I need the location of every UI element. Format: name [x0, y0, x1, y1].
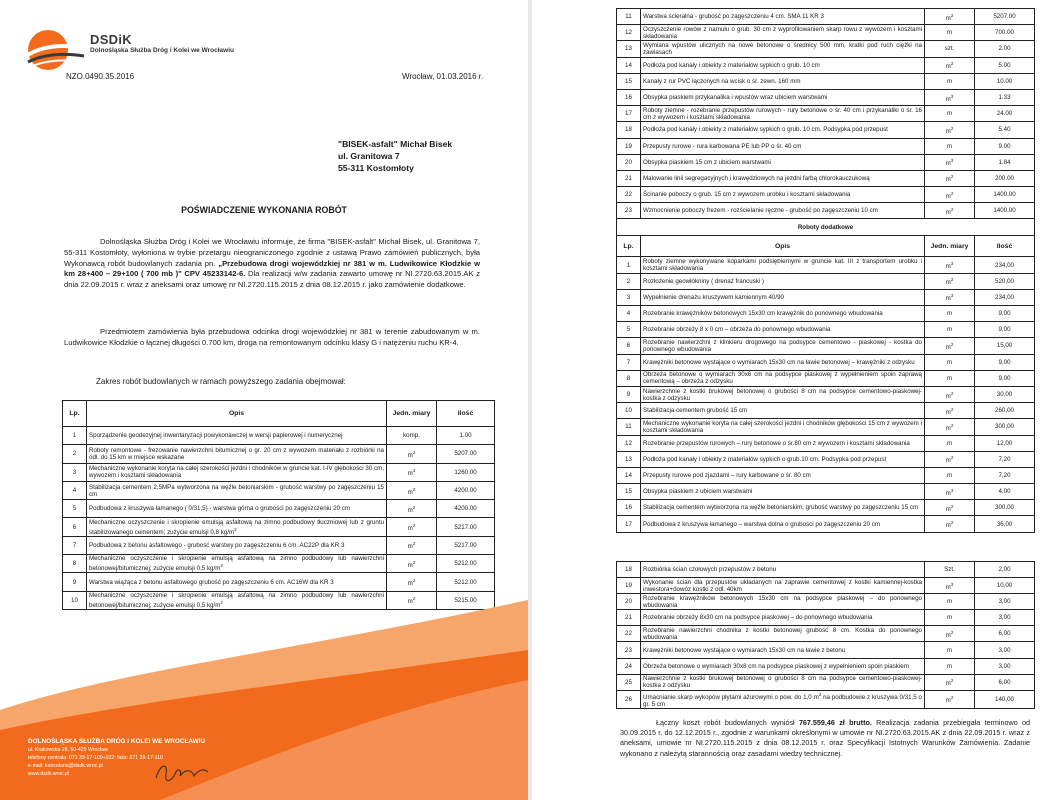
row-unit: komp. — [387, 427, 437, 445]
reference-number: NZO.0490.35.2016 — [66, 72, 135, 81]
row-number: 22 — [617, 187, 641, 203]
row-unit: $m^2$ — [925, 187, 975, 203]
row-unit: $m^2$ — [925, 690, 975, 708]
row-description: Warstwa ścieralna - grubość po zagęszczeniu 4 cm. SMA 11 KR 3 — [641, 9, 925, 25]
row-number: 20 — [617, 594, 641, 610]
row-unit: $m^2$ — [925, 338, 975, 354]
row-unit: $m^2$ — [925, 451, 975, 467]
row-description: Podbudowa z kruszywa łamanego ( 0/31,5) - warstwa górna o grubości po zagęszczeniu 20 cm — [87, 500, 387, 518]
paragraph-text: Dla realizacji w/w zadania zawarto umowę nr NI.2720.63.2015.AK z dnia 22.09.2015 r. wraz z aneksami oraz umowę nr NI.2720.115.2015 z dnia 08.12.2015 r. jako zamówienie dodatkowe. — [64, 269, 480, 290]
row-quantity: 9,00 — [975, 306, 1035, 322]
table-row — [617, 562, 1035, 578]
row-number: 17 — [617, 106, 641, 122]
addressee-block — [338, 138, 452, 174]
row-number: 9 — [617, 386, 641, 402]
table-row — [617, 610, 1035, 626]
row-unit: $m^2$ — [925, 674, 975, 690]
row-number: 17 — [617, 516, 641, 532]
row-unit: $m^3$ — [925, 578, 975, 594]
row-number: 2 — [63, 445, 87, 463]
row-unit: $m^2$ — [925, 170, 975, 186]
row-number: 20 — [617, 154, 641, 170]
row-quantity: 1.33 — [975, 89, 1035, 105]
row-description: Wymiana wpustów ulicznych na nowe betonowe o średnicy 500 mm, kratki pod ruch ciężki na zawiasach — [641, 41, 925, 57]
summary-text: Realizacja zadania przebiegała terminowo od 30.09.2015 r. do 12.12.2015 r., zgodnie z warunkami określonymi w umowie nr NI.2720.63.2015.AK z dnia 22.09.2015 r. wraz z aneksami, umowie nr NI.2720.115.2015 z dnia 08.12.2015 r. oraz Specyfikacji Istotnych Warunków Zamówienia. Zadanie wykonano z należytą starannością oraz zasadami wiedzy technicznej. — [620, 718, 1030, 758]
row-description: Rozbiórka ścian czołowych przepustów z betonu — [641, 562, 925, 578]
table-row — [617, 435, 1035, 451]
row-number: 11 — [617, 419, 641, 435]
table-row — [617, 658, 1035, 674]
row-number: 18 — [617, 562, 641, 578]
row-quantity: 1400.00 — [975, 203, 1035, 219]
row-quantity: 5.00 — [975, 57, 1035, 73]
table-row — [617, 338, 1035, 354]
row-unit: $m^2$ — [925, 57, 975, 73]
row-number: 19 — [617, 578, 641, 594]
row-number: 22 — [617, 626, 641, 642]
row-quantity: 7,20 — [975, 467, 1035, 483]
row-quantity: 9,00 — [975, 354, 1035, 370]
row-number: 6 — [617, 338, 641, 354]
row-description: Rozebranie krawężników betonowych 15x30 cm na podsypce piaskowej – do ponownego wbudowania — [641, 594, 925, 610]
header-opis: Opis — [87, 401, 387, 427]
paragraph-works-intro: Zakres robót budowlanych w ramach powyższego zadania obejmował: — [96, 377, 346, 386]
paragraph-intro — [64, 237, 480, 291]
paragraph-text: Dolnośląska Służba Dróg i Kolei we Wrocławiu informuje, że firma "BISEK-asfalt" Michał Bisek, ul. Granitowa 7, 55-311 Kostomłoty, wyłoniona w trybie przetargu nieograniczonego zgodnie z ustawą Prawo zamówień publicznych, była Wykonawcą robót budowlanych zadania pn. — [64, 237, 480, 268]
row-number: 23 — [617, 642, 641, 658]
row-number: 14 — [617, 467, 641, 483]
table-row — [63, 536, 495, 554]
dsdik-logo-icon — [22, 26, 86, 74]
row-description: Rozebranie przepustów rurowych – rury betonowe o śr.80 cm z wywozem i kosztami składowania — [641, 435, 925, 451]
row-number: 9 — [63, 573, 87, 591]
table-row — [617, 289, 1035, 305]
table-row — [617, 273, 1035, 289]
row-unit: m — [925, 435, 975, 451]
table-row — [617, 25, 1035, 41]
row-description: Podłoża pod kanały i obiekty z materiałów sypkich o grub. 10 cm — [641, 57, 925, 73]
table-row — [617, 9, 1035, 25]
table-row — [617, 674, 1035, 690]
row-number: 1 — [63, 427, 87, 445]
row-quantity: 7,20 — [975, 451, 1035, 467]
row-unit: $m^3$ — [925, 154, 975, 170]
row-description: Podbudowa z betonu asfaltowego - grubość warstwy po zagęszczeniu 6 cm. AC22P dla KR 3 — [87, 536, 387, 554]
row-number: 23 — [617, 203, 641, 219]
row-quantity: 1.84 — [975, 154, 1035, 170]
header-lp: Lp. — [617, 236, 641, 257]
table-row — [63, 445, 495, 463]
row-quantity: 5217.00 — [437, 518, 495, 536]
row-description: Umacnianie skarp wykopów płytami ażurowymi o pow. do 1,0 $m^2$ na podbudowie z kruszywa 0/31,5 o gr. 5 cm — [641, 690, 925, 708]
row-unit: m — [925, 138, 975, 154]
row-unit: $m^2$ — [925, 419, 975, 435]
row-description: Roboty ziemne wykonywane koparkami podsiębiernymi w gruncie kat. III z transportem urobku i kosztami składowania — [641, 257, 925, 273]
table-row — [63, 500, 495, 518]
table-row — [617, 73, 1035, 89]
row-quantity: 5212.00 — [437, 555, 495, 573]
row-description: Rozebranie obrzeży 8x30 cm na podsypce piaskowej – do ponownego wbudowania — [641, 610, 925, 626]
row-unit: $m^3$ — [925, 89, 975, 105]
paragraph-scope: Przedmiotem zamówienia była przebudowa odcinka drogi wojewódzkiej nr 381 w terenie zabudowanym w m. Ludwikowice Kłodzkie o łącznej długości 0.700 km, droga na remontowanym odcinku klasy G i natężeniu ruchu KR-4. — [64, 327, 480, 347]
row-unit: Szt. — [925, 562, 975, 578]
row-description: Obrzeża betonowe o wymiarach 30x8 cm na podsypce piaskowej z wypełnieniem spoin piaskiem — [641, 658, 925, 674]
row-description: Przepusty rurowe pod zjazdami – rury karbowane o śr. 80 cm — [641, 467, 925, 483]
row-unit: $m^2$ — [925, 516, 975, 532]
row-number: 8 — [617, 370, 641, 386]
table-row — [617, 170, 1035, 186]
row-quantity: 1.00 — [437, 427, 495, 445]
row-unit: m — [925, 467, 975, 483]
row-quantity: 2.00 — [975, 41, 1035, 57]
row-unit: szt. — [925, 41, 975, 57]
row-unit: m — [925, 354, 975, 370]
table-row — [617, 500, 1035, 516]
addressee-line: "BISEK-asfalt" Michał Bisek — [338, 139, 453, 149]
summary-paragraph — [620, 718, 1030, 759]
table-row — [617, 578, 1035, 594]
table-row — [63, 427, 495, 445]
row-description: Stabilizacja cementem wytworzona na węźle betoniarskim, grubość warstwy po zagęszczeniu 15 cm — [641, 500, 925, 516]
row-unit: m — [925, 306, 975, 322]
table-row — [617, 203, 1035, 219]
row-description: Rozebranie nawierzchni z klinkieru drogowego na podsypce cementowo - piaskowej - kostka do ponownego wbudowania — [641, 338, 925, 354]
row-quantity: 10,00 — [975, 578, 1035, 594]
addressee-line: 55-311 Kostomłoty — [338, 163, 414, 173]
row-quantity: 3,00 — [975, 594, 1035, 610]
row-description: Mechaniczne wykonanie koryta na całej szerokości jezdni i chodników głębokości 15 cm z wywozem i kosztami składowania — [641, 419, 925, 435]
row-quantity: 10.00 — [975, 73, 1035, 89]
row-quantity: 6,00 — [975, 626, 1035, 642]
row-number: 14 — [617, 57, 641, 73]
row-unit: $m^2$ — [925, 500, 975, 516]
row-number: 24 — [617, 658, 641, 674]
row-unit: $m^2$ — [387, 445, 437, 463]
footer-phones: telefony centrala: 071 39-17-100÷102; faks: 071 39-17-110 — [28, 755, 163, 761]
row-quantity: 3,00 — [975, 642, 1035, 658]
total-amount: 767.559,46 zł brutto. — [798, 718, 872, 727]
extra-works-table-continued — [616, 561, 1035, 709]
row-quantity: 200.00 — [975, 170, 1035, 186]
footer-website: www.dsdk.wroc.pl — [28, 771, 70, 777]
row-quantity: 1260.00 — [437, 463, 495, 481]
row-description: Rozebranie obrzeży 8 x 0 cm – obrzeża do ponownego wbudowania — [641, 322, 925, 338]
row-quantity: 15,00 — [975, 338, 1035, 354]
row-unit: m — [925, 658, 975, 674]
row-description: Podłoża pod kanały i obiekty z materiałów sypkich o grub. 10 cm. Podsypka pod przepust — [641, 122, 925, 138]
row-number: 15 — [617, 484, 641, 500]
row-number: 4 — [63, 481, 87, 499]
row-number: 15 — [617, 73, 641, 89]
row-quantity: 700.00 — [975, 25, 1035, 41]
header-unit: Jedn. miary — [925, 236, 975, 257]
row-description: Krawężniki betonowe wystające o wymiarach 15x30 cm na ławie betonowej – krawężniki z odzysku — [641, 354, 925, 370]
row-quantity: 5.40 — [975, 122, 1035, 138]
table-row — [617, 642, 1035, 658]
works-table-continued — [616, 8, 1035, 533]
row-unit: m — [925, 73, 975, 89]
org-subtitle: Dolnośląska Służba Dróg i Kolei we Wrocławiu — [90, 47, 234, 54]
table-row — [617, 594, 1035, 610]
row-description: Krawężniki betonowe wystające o wymiarach 15x30 cm na ławie z betonu — [641, 642, 925, 658]
row-unit: m — [925, 642, 975, 658]
row-quantity: 5207.00 — [437, 445, 495, 463]
row-unit: $m^3$ — [387, 463, 437, 481]
row-number: 8 — [63, 555, 87, 573]
table-row — [63, 481, 495, 499]
footer-email: e-mail: kancelaria@dsdk.wroc.pl — [28, 763, 103, 769]
row-number: 12 — [617, 435, 641, 451]
row-quantity: 9,00 — [975, 322, 1035, 338]
header-lp: Lp. — [63, 401, 87, 427]
row-number: 16 — [617, 89, 641, 105]
row-quantity: 300,00 — [975, 500, 1035, 516]
row-unit: m — [925, 610, 975, 626]
header-unit: Jedn. miary — [387, 401, 437, 427]
table-row — [617, 322, 1035, 338]
document-page-2 — [532, 0, 1060, 800]
row-description: Przepusty rurowe - rura karbowana PE lub PP o śr. 40 cm — [641, 138, 925, 154]
footer-address: ul. Krakowska 28, 50-425 Wrocław — [28, 747, 108, 753]
row-unit: $m^2$ — [925, 403, 975, 419]
table-row — [617, 257, 1035, 273]
row-number: 4 — [617, 306, 641, 322]
row-number: 13 — [617, 451, 641, 467]
row-description: Stabilizacja cementem 2,5MPa wytworzona na węźle betoniarskim - grubość warstwy po zagęszczeniu 15 cm — [87, 481, 387, 499]
row-description: Wykonanie ścian dla przepustów układanych na zaprawie cementowej z kostki kamiennej-kostka inwestora+dowóz kostki z odl. 40km — [641, 578, 925, 594]
table-row — [617, 403, 1035, 419]
row-unit: $m^3$ — [925, 484, 975, 500]
row-description: Malowanie linii segregacyjnych i krawędziowych na jezdni farbą chlorokauczukową — [641, 170, 925, 186]
row-description: Wzmocnienie poboczy frezem - rozścielanie ręczne - grubość po zagęszczeniu 10 cm — [641, 203, 925, 219]
table-row — [617, 370, 1035, 386]
table-row — [63, 463, 495, 481]
table-header-row — [63, 401, 495, 427]
row-number: 5 — [617, 322, 641, 338]
header-opis: Opis — [641, 236, 925, 257]
row-description: Roboty remontowe - frezowanie nawierzchni bitumicznej o gr. 20 cm z wywozem materiału z rozbiórki na odl. do 15 km w miejsce wskazane — [87, 445, 387, 463]
row-unit: $m^2$ — [387, 500, 437, 518]
row-quantity: 520,00 — [975, 273, 1035, 289]
org-name: DSDiK — [90, 32, 132, 47]
row-quantity: 9,00 — [975, 370, 1035, 386]
table-row — [617, 41, 1035, 57]
row-description: Rozłożenie geowłókniny ( drenaż francuski ) — [641, 273, 925, 289]
table-row — [617, 306, 1035, 322]
row-number: 7 — [617, 354, 641, 370]
row-quantity: 2,00 — [975, 562, 1035, 578]
footer-org-name: DOLNOŚLĄSKA SŁUŻBA DRÓG I KOLEI WE WROCŁAWIU — [28, 738, 206, 745]
row-description: Oczyszczenie rowów z namułu o grub. 30 cm z wyprofilowaniem skarp rowu z wywozem i kosztami składowania — [641, 25, 925, 41]
row-number: 13 — [617, 41, 641, 57]
table-row — [617, 187, 1035, 203]
row-description: Warstwa wiążąca z betonu asfaltowego grubość po zagęszczeniu 6 cm. AC16W dla KR 3 — [87, 573, 387, 591]
row-quantity: 9.00 — [975, 138, 1035, 154]
row-number: 10 — [617, 403, 641, 419]
table-row — [617, 386, 1035, 402]
row-unit: $m^2$ — [925, 273, 975, 289]
row-description: Obrzeża betonowe o wymiarach 30x6 cm na podsypce piaskowej z wypełnieniem spoin zaprawą cementową – obrzeża z odzysku — [641, 370, 925, 386]
row-quantity: 6,00 — [975, 674, 1035, 690]
row-unit: $m^2$ — [387, 536, 437, 554]
row-unit: $m^2$ — [387, 555, 437, 573]
row-description: Mechaniczne wykonanie koryta na całej szerokości jezdni i chodników w gruncie kat. I-IV głębokości 30 cm, wywozem i kosztami składowania — [87, 463, 387, 481]
row-unit: $m^2$ — [925, 626, 975, 642]
extra-works-title: Roboty dodatkowe — [617, 219, 1035, 236]
table-row — [617, 154, 1035, 170]
row-description: Ścinanie poboczy o grub. 15 cm z wywozem urobku i kosztami składowania — [641, 187, 925, 203]
row-description: Sporządzenie geodezyjnej inwentaryzacji powykonawczej w wersji papierowej i numerycznej — [87, 427, 387, 445]
row-description: Wypełnienie drenażu kruszywem kamiennym 40/90 — [641, 289, 925, 305]
row-description: Podłoża pod kanały i obiekty z materiałów sypkich o grub.10 cm. Podsypka pod przepust — [641, 451, 925, 467]
document-page-1 — [0, 0, 528, 800]
row-unit: m — [925, 25, 975, 41]
table-row — [617, 122, 1035, 138]
handwritten-signature — [152, 758, 212, 788]
row-description: Nawierzchnie z kostki brukowej betonowej o grubości 8 cm na podsypce cementowo-piaskowej-kostka z odzysku — [641, 674, 925, 690]
table-row — [617, 451, 1035, 467]
row-number: 19 — [617, 138, 641, 154]
row-quantity: 3,00 — [975, 658, 1035, 674]
row-quantity: 12,00 — [975, 435, 1035, 451]
row-number: 18 — [617, 122, 641, 138]
row-description: Stabilizacja cementem grubość 15 cm — [641, 403, 925, 419]
row-number: 16 — [617, 500, 641, 516]
task-name: „Przebudowa drogi wojewódzkiej nr 381 w m. Ludwikowice Kłodzkie w km 28+400 – 29+100 ( 700 mb )" CPV 45233142-6. — [64, 258, 480, 279]
row-quantity: 234,00 — [975, 257, 1035, 273]
row-unit: m — [925, 106, 975, 122]
row-number: 26 — [617, 690, 641, 708]
row-unit: m — [925, 322, 975, 338]
row-unit: $m^2$ — [387, 591, 437, 609]
row-quantity: 30,00 — [975, 386, 1035, 402]
row-description: Obsypka piaskiem 15 cm z ubiciem warstwami — [641, 154, 925, 170]
document-date: Wrocław, 01.03.2016 r. — [402, 72, 484, 81]
row-number: 21 — [617, 610, 641, 626]
row-number: 11 — [617, 9, 641, 25]
header-qty: Ilość — [437, 401, 495, 427]
row-number: 25 — [617, 674, 641, 690]
row-quantity: 3,00 — [975, 610, 1035, 626]
table-row — [617, 690, 1035, 708]
row-number: 1 — [617, 257, 641, 273]
row-quantity: 24.00 — [975, 106, 1035, 122]
section-title-row — [617, 219, 1035, 236]
row-description: Obsypka piaskiem przykanalika i wpustów wraz ubiciem warstwami — [641, 89, 925, 105]
row-description: Kanały z rur PVC łączonych na wcisk o śr. zewn. 160 mm — [641, 73, 925, 89]
table-row — [617, 89, 1035, 105]
row-unit: $m^2$ — [925, 9, 975, 25]
row-unit: m — [925, 594, 975, 610]
table-header-row — [617, 236, 1035, 257]
row-unit: $m^3$ — [925, 289, 975, 305]
row-unit: $m^3$ — [925, 257, 975, 273]
table-row — [617, 106, 1035, 122]
row-description: Obsypka piaskiem z ubiciem warstwami — [641, 484, 925, 500]
row-quantity: 4200.00 — [437, 481, 495, 499]
row-quantity: 5207.00 — [975, 9, 1035, 25]
row-unit: $m^2$ — [925, 203, 975, 219]
row-quantity: 4200.00 — [437, 500, 495, 518]
table-row — [617, 354, 1035, 370]
row-quantity: 1400.00 — [975, 187, 1035, 203]
row-description: Rozebranie nawierzchni chodnika z kostki betonowej grubość 8 cm. Kostka do ponownego wbudowania — [641, 626, 925, 642]
table-row — [617, 484, 1035, 500]
row-quantity: 5215.00 — [437, 591, 495, 609]
row-quantity: 36,00 — [975, 516, 1035, 532]
row-unit: m — [925, 370, 975, 386]
row-description: Mechaniczne oczyszczenie i skropienie emulsją asfaltową na zimno podbudowy lub nawierzchni betonowej/bitumicznej; zużycie emulsji 0,5 $kg/m^2$ — [87, 555, 387, 573]
row-description: Podbudowa z kruszywa łamanego – warstwa dolna o grubości po zagęszczeniu 20 cm — [641, 516, 925, 532]
row-unit: $m^2$ — [925, 386, 975, 402]
table-row — [617, 516, 1035, 532]
row-number: 3 — [63, 463, 87, 481]
row-quantity: 5212.00 — [437, 573, 495, 591]
row-description: Nawierzchnie z kostki brukowej betonowej o grubości 8 cm na podsypce cementowo-piaskowej- kostka z odzysku — [641, 386, 925, 402]
table-row — [617, 626, 1035, 642]
row-number: 5 — [63, 500, 87, 518]
row-number: 2 — [617, 273, 641, 289]
row-number: 10 — [63, 591, 87, 609]
table-row — [617, 419, 1035, 435]
row-description: Roboty ziemne - rozebranie przepustów rurowych - rury betonowe o śr. 40 cm i przykanaliki o śr. 16 cm z wywozem i kosztami składowania — [641, 106, 925, 122]
table-row — [63, 518, 495, 536]
row-number: 6 — [63, 518, 87, 536]
row-number: 3 — [617, 289, 641, 305]
table-row — [617, 138, 1035, 154]
row-unit: $m^2$ — [387, 573, 437, 591]
row-unit: $m^2$ — [387, 518, 437, 536]
row-unit: $m^2$ — [925, 122, 975, 138]
addressee-line: ul. Granitowa 7 — [338, 151, 400, 161]
row-quantity: 4,00 — [975, 484, 1035, 500]
row-number: 7 — [63, 536, 87, 554]
row-unit: $m^2$ — [387, 481, 437, 499]
row-quantity: 300,00 — [975, 419, 1035, 435]
summary-text: Łączny koszt robót budowlanych wyniósł — [656, 718, 799, 727]
document-title: POŚWIADCZENIE WYKONANIA ROBÓT — [181, 205, 347, 215]
row-description: Mechaniczne oczyszczenie i skropienie emulsją asfaltową na zimno podbudowy lub nawierzchni betonowej/bitumicznej; zużycie emulsji 0,5 $kg/m^2$ — [87, 591, 387, 609]
row-quantity: 5217.00 — [437, 536, 495, 554]
header-qty: Ilość — [975, 236, 1035, 257]
row-quantity: 140,00 — [975, 690, 1035, 708]
row-number: 12 — [617, 25, 641, 41]
row-quantity: 260,00 — [975, 403, 1035, 419]
row-description: Rozebranie krawężników betonowych 15x30 cm krawężnik do ponownego wbudowania — [641, 306, 925, 322]
table-row — [617, 467, 1035, 483]
table-row — [617, 57, 1035, 73]
row-quantity: 234,00 — [975, 289, 1035, 305]
row-number: 21 — [617, 170, 641, 186]
row-description: Mechaniczne oczyszczenie i skropienie emulsją asfaltową na zimno podbudowy tłuczniowej lub z gruntu stabilizowanego cementem; zużycie emulsji 0,8 $kg/m^2$ — [87, 518, 387, 536]
